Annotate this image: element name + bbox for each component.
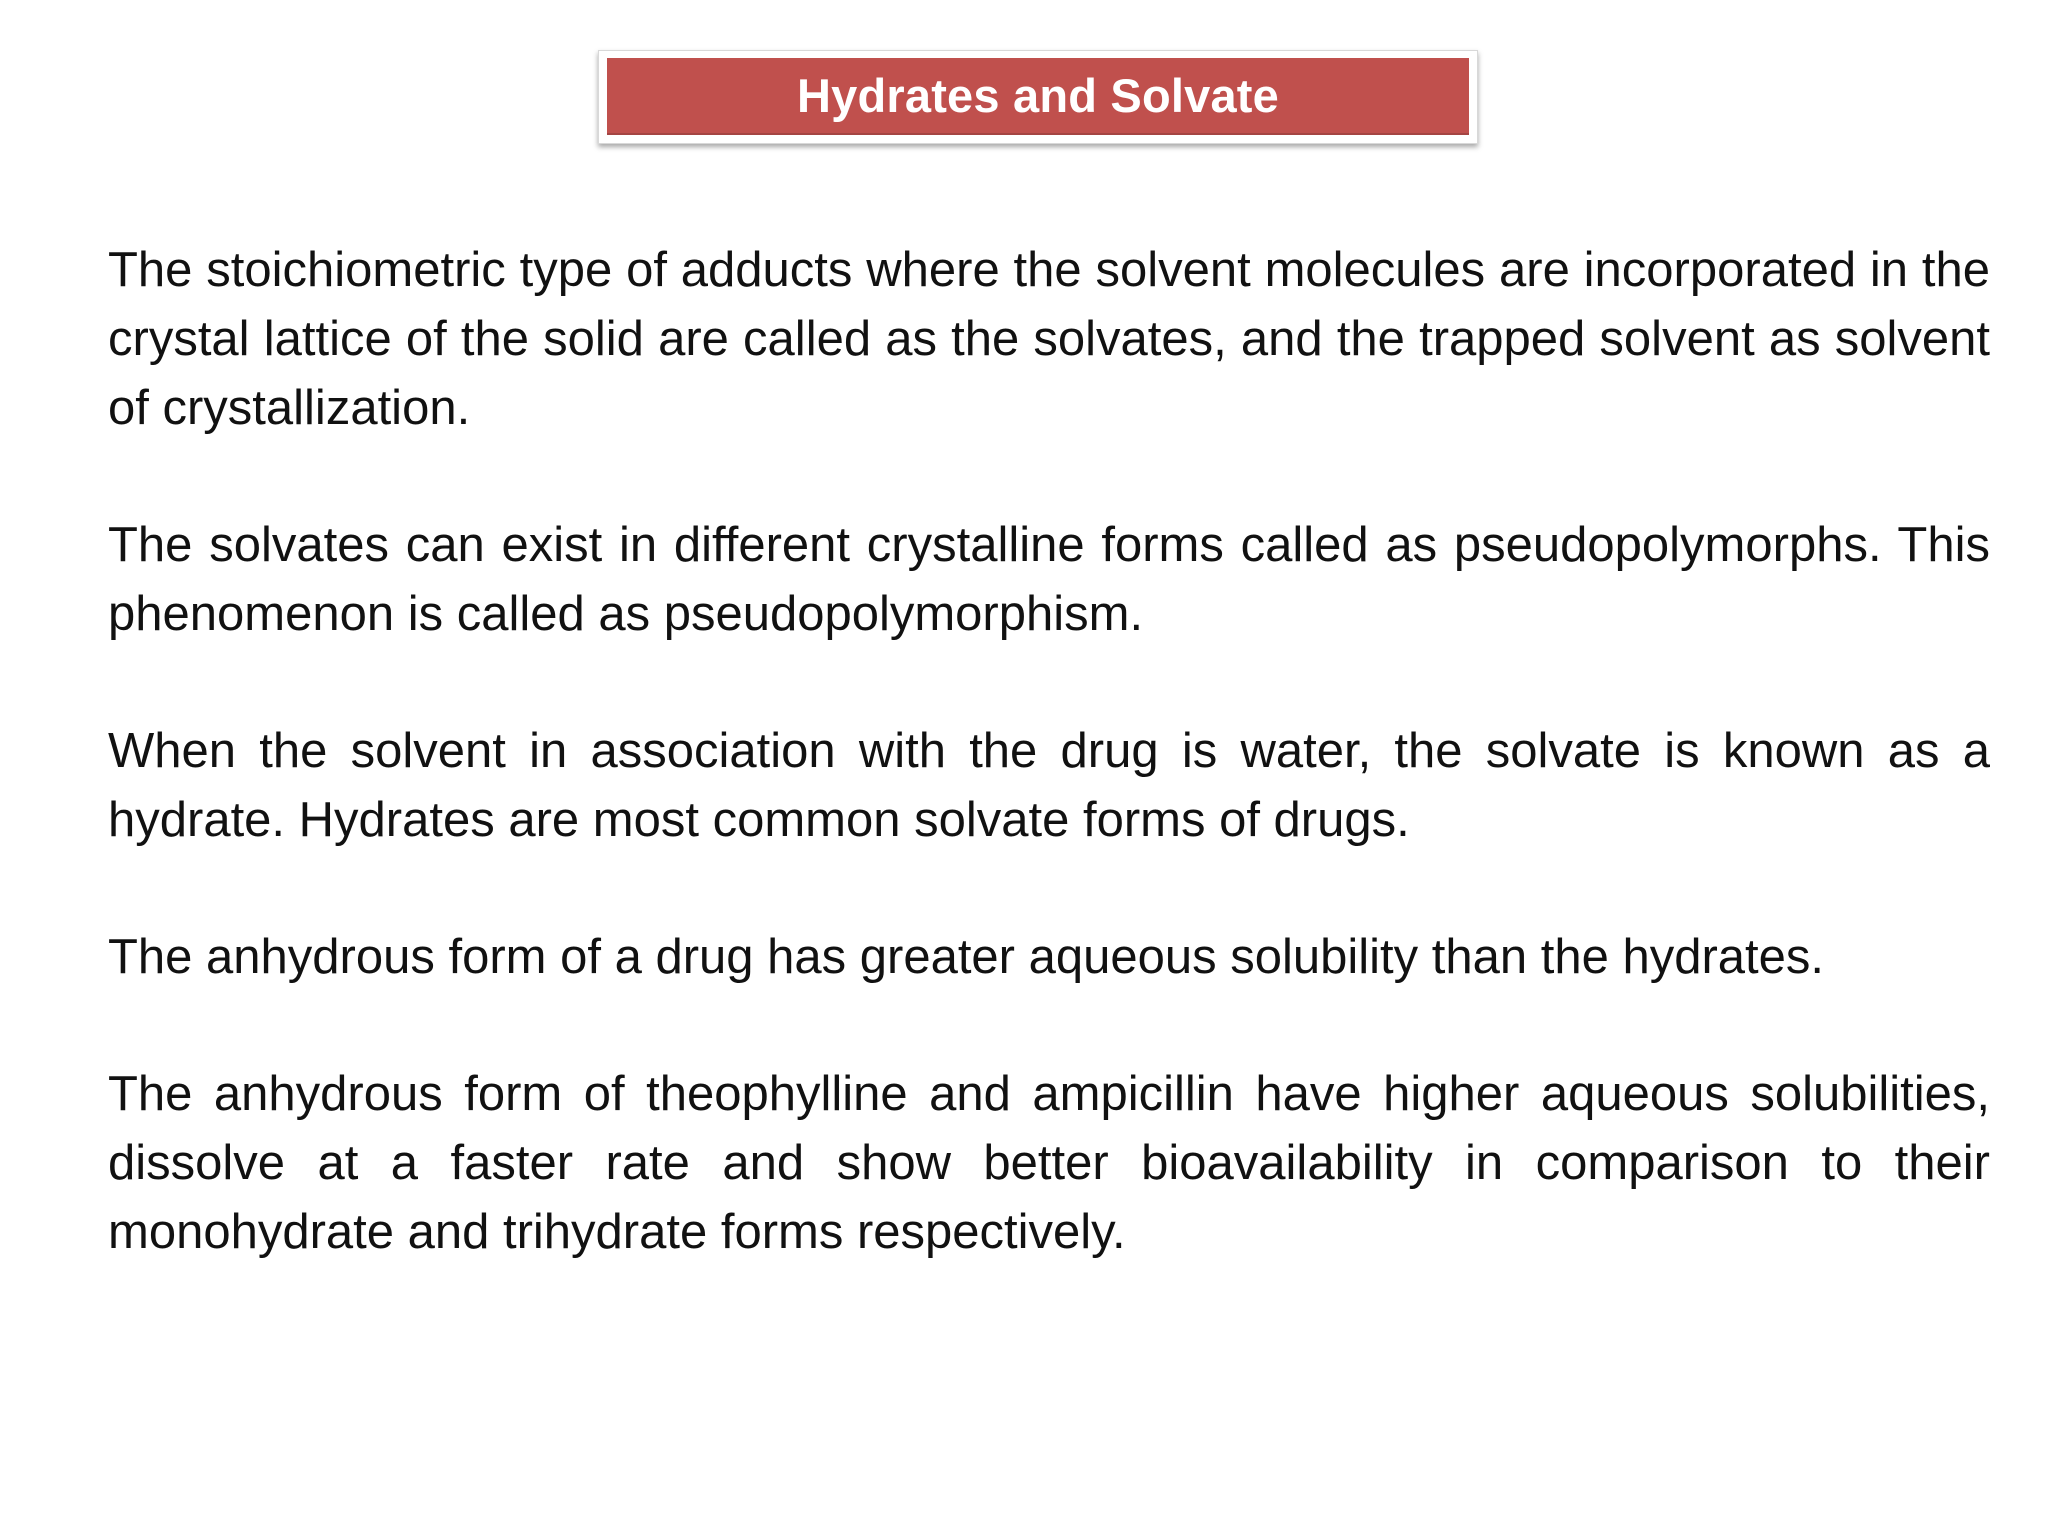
slide-title: Hydrates and Solvate: [796, 69, 1279, 122]
paragraph-solvates-definition: The stoichiometric type of adducts where the solvent molecules are incorporated in the crystal lattice of the solid are called as the solvates, and the trapped solvent as solvent of crystallization.: [108, 243, 1990, 435]
title-banner: [607, 58, 1469, 135]
paragraph-theophylline-ampicillin: The anhydrous form of theophylline and ampicillin have higher aqueous solubilities, dissolve at a faster rate and show better bioavailability in comparison to their monohydrate and trihydrate forms respectively.: [108, 1067, 1990, 1259]
title-frame: [598, 50, 1478, 144]
slide-body: [108, 236, 1990, 1267]
paragraph-anhydrous-solubility: The anhydrous form of a drug has greater aqueous solubility than the hydrates.: [108, 930, 1825, 984]
paragraph-hydrates: When the solvent in association with the drug is water, the solvate is known as a hydrate. Hydrates are most common solvate forms of drugs.: [108, 724, 1990, 847]
paragraph-pseudopolymorphs: The solvates can exist in different crystalline forms called as pseudopolymorphs. This phenomenon is called as pseudopolymorphism.: [108, 518, 1990, 641]
